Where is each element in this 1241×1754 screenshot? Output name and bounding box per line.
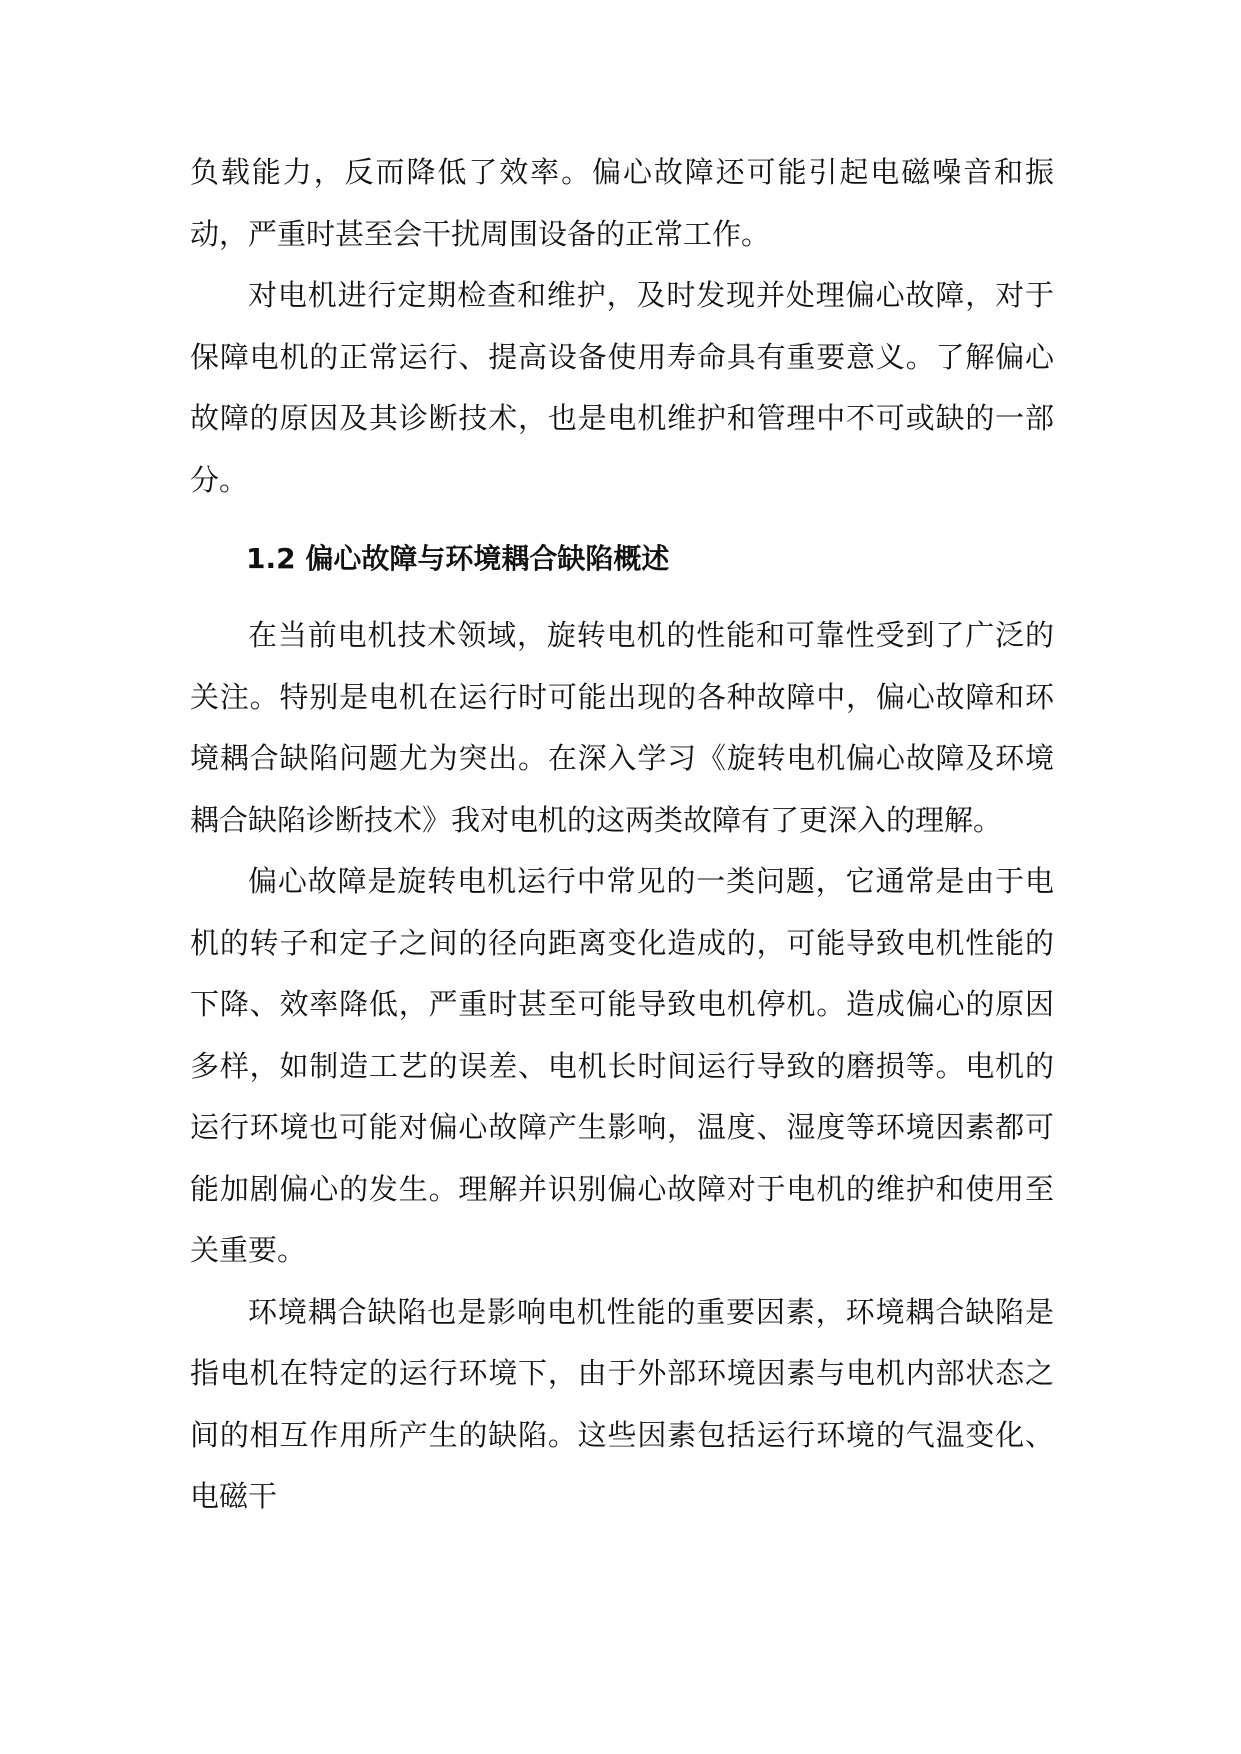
paragraph-continued: 负载能力，反而降低了效率。偏心故障还可能引起电磁噪音和振动，严重时甚至会干扰周围设备的正常工作。 [190,155,1054,251]
document-body [190,142,1054,1528]
paragraph-eccentric-fault: 偏心故障是旋转电机运行中常见的一类问题，它通常是由于电机的转子和定子之间的径向距离变化造成的，可能导致电机性能的下降、效率降低，严重时甚至可能导致电机停机。造成偏心的原因多样，如制造工艺的误差、电机长时间运行导致的磨损等。电机的运行环境也可能对偏心故障产生影响，温度、湿度等环境因素都可能加剧偏心的发生。理解并识别偏心故障对于电机的维护和使用至关重要。 [190,864,1054,1267]
paragraph-maintenance: 对电机进行定期检查和维护，及时发现并处理偏心故障，对于保障电机的正常运行、提高设备使用寿命具有重要意义。了解偏心故障的原因及其诊断技术，也是电机维护和管理中不可或缺的一部分。 [190,278,1054,497]
section-heading: 1.2 偏心故障与环境耦合缺陷概述 [246,542,670,575]
paragraph-intro: 在当前电机技术领域，旋转电机的性能和可靠性受到了广泛的关注。特别是电机在运行时可能出现的各种故障中，偏心故障和环境耦合缺陷问题尤为突出。在深入学习《旋转电机偏心故障及环境耦合缺陷诊断技术》我对电机的这两类故障有了更深入的理解。 [190,618,1054,837]
paragraph-environment-coupling: 环境耦合缺陷也是影响电机性能的重要因素，环境耦合缺陷是指电机在特定的运行环境下，由于外部环境因素与电机内部状态之间的相互作用所产生的缺陷。这些因素包括运行环境的气温变化、电磁干 [190,1294,1054,1513]
